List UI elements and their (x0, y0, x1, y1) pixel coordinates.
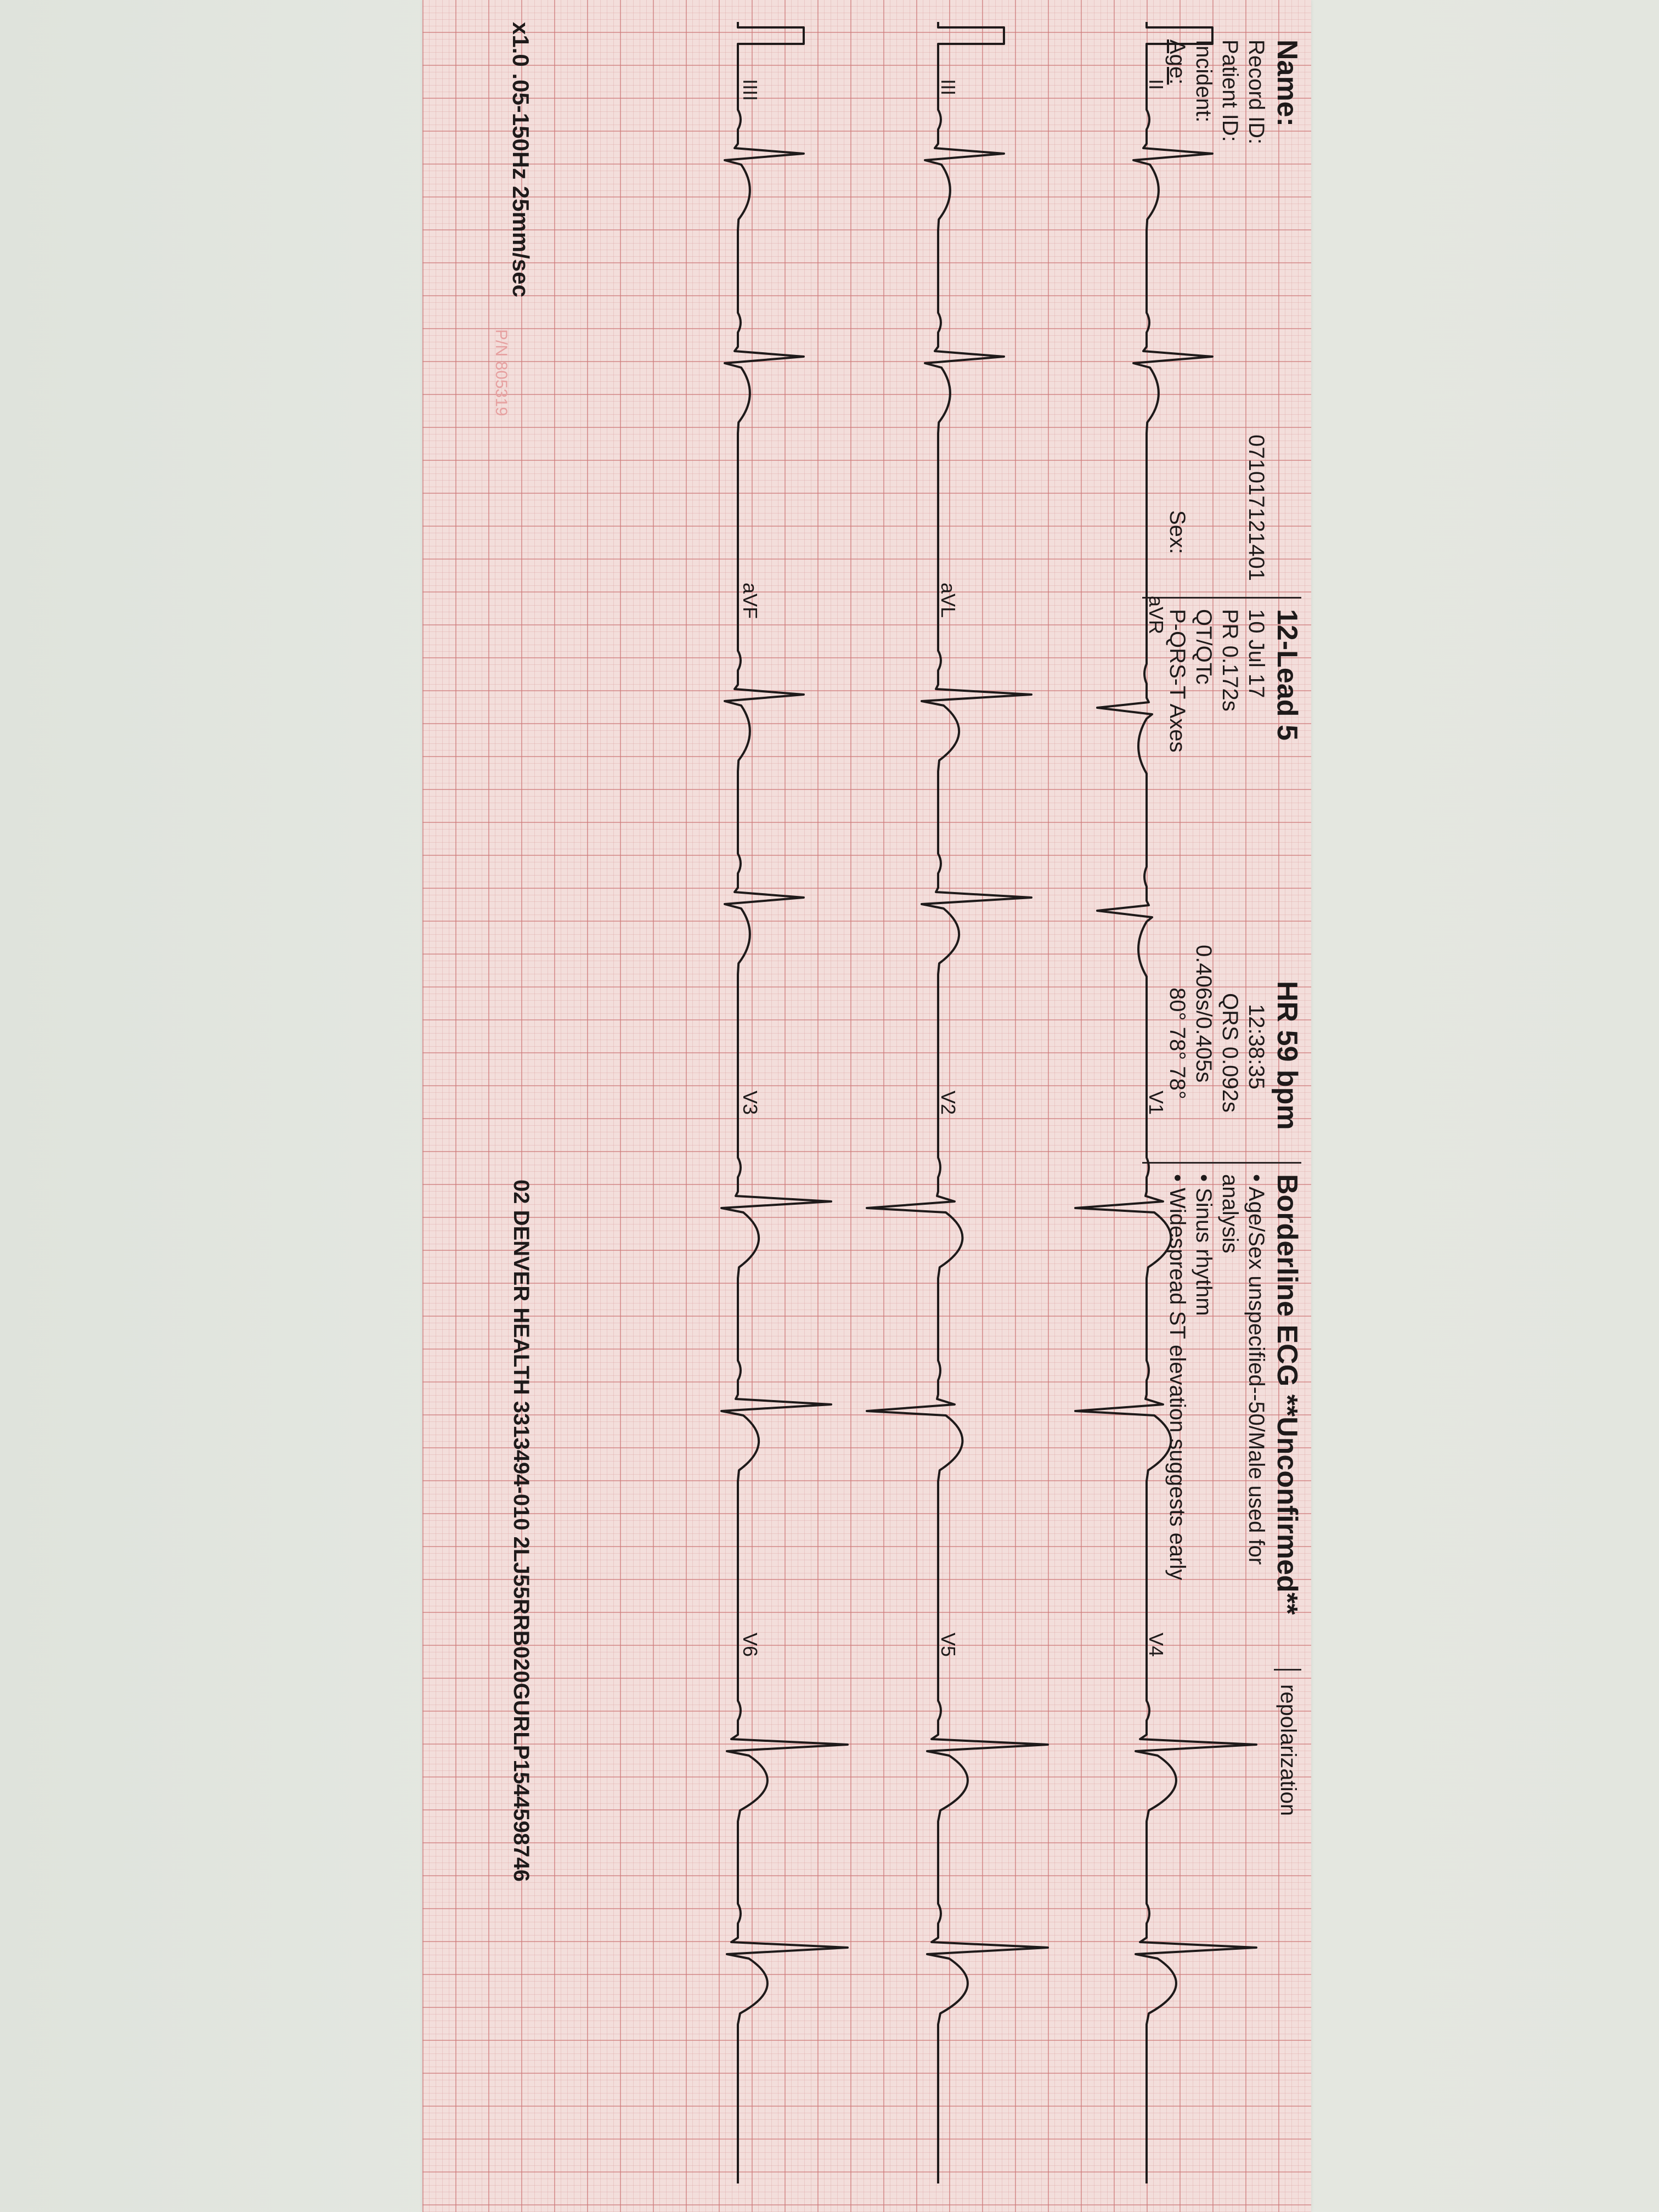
lead-label-v3: V3 (739, 1091, 761, 1115)
lead-label-ii: II (1145, 79, 1167, 91)
lead-label-v4: V4 (1145, 1633, 1167, 1657)
ecg-trace-v2 (867, 1092, 962, 1635)
incident-label: Incident: (1192, 40, 1216, 123)
report-title: 12-Lead 5 (1271, 609, 1303, 741)
record-id-value: 07101712140​1 (1244, 435, 1268, 581)
ecg-trace-avl (922, 585, 1031, 1092)
lead-label-avr: aVR (1145, 596, 1167, 635)
age-label: Age: (1165, 40, 1189, 85)
recording-settings: x1.0 .05-150Hz 25mm/sec (508, 22, 534, 298)
ecg-trace-ii (1133, 22, 1212, 598)
lead-label-v6: V6 (739, 1633, 761, 1657)
name-label: Name: (1271, 40, 1303, 127)
interpretation-line: repolarization (1276, 1684, 1300, 1816)
axes-label: P-QRS-T Axes (1165, 609, 1189, 753)
ecg-trace-iii (925, 22, 1004, 585)
interpretation-line: • Widespread ST elevation suggests early (1165, 1174, 1189, 1581)
lead-label-avl: aVL (937, 583, 960, 618)
ecg-trace-v3 (721, 1092, 831, 1635)
lead-label-v1: V1 (1145, 1091, 1167, 1115)
ecg-traces (422, 0, 1311, 2212)
heart-rate: HR 59 bpm (1271, 981, 1303, 1130)
interpretation-line: • Sinus rhythm (1192, 1174, 1216, 1316)
sex-label: Sex: (1165, 510, 1189, 555)
lead-label-v2: V2 (937, 1091, 960, 1115)
lead-label-rhythm: IIII (739, 79, 761, 101)
ecg-paper-strip (422, 0, 1311, 2212)
interpretation-line: • Age/Sex unspecified--50/Male used for (1244, 1174, 1268, 1565)
qt-label: QT/QTc (1192, 609, 1216, 685)
ecg-trace-v5 (927, 1635, 1048, 2183)
patient-id-label: Patient ID: (1218, 40, 1242, 142)
ecg-trace-v6 (727, 1635, 848, 2183)
ecg-trace-avf (725, 585, 804, 1092)
interpretation-line: analysis (1218, 1174, 1242, 1254)
part-number: P/N 805319 (492, 329, 510, 416)
ecg-trace-v1 (1075, 1092, 1171, 1635)
record-id-label: Record ID: (1244, 40, 1268, 145)
qt-values: 0.406s/0.405s (1192, 945, 1216, 1083)
lead-label-iii: III (937, 79, 960, 96)
ecg-trace-avr (1097, 598, 1152, 1092)
pr-interval: PR 0.172s (1218, 609, 1242, 712)
lead-label-avf: aVF (739, 583, 761, 619)
device-id: 02 DENVER HEALTH 3313494-010 2LJ55RRB020GURLP1544598746 (509, 1180, 533, 1882)
report-date: 10 Jul 17 (1244, 609, 1268, 698)
qrs-duration: QRS 0.092s (1218, 993, 1242, 1113)
ecg-trace-v4 (1136, 1635, 1256, 2183)
axes-values: 80° 78° 78° (1165, 988, 1189, 1099)
ecg-printout (422, 0, 1311, 2212)
interpretation-title: Borderline ECG **Unconfirmed** (1271, 1174, 1303, 1615)
report-time: 12:38:35 (1244, 1004, 1268, 1090)
ecg-trace-rhythm (725, 22, 804, 585)
lead-label-v5: V5 (937, 1633, 960, 1657)
